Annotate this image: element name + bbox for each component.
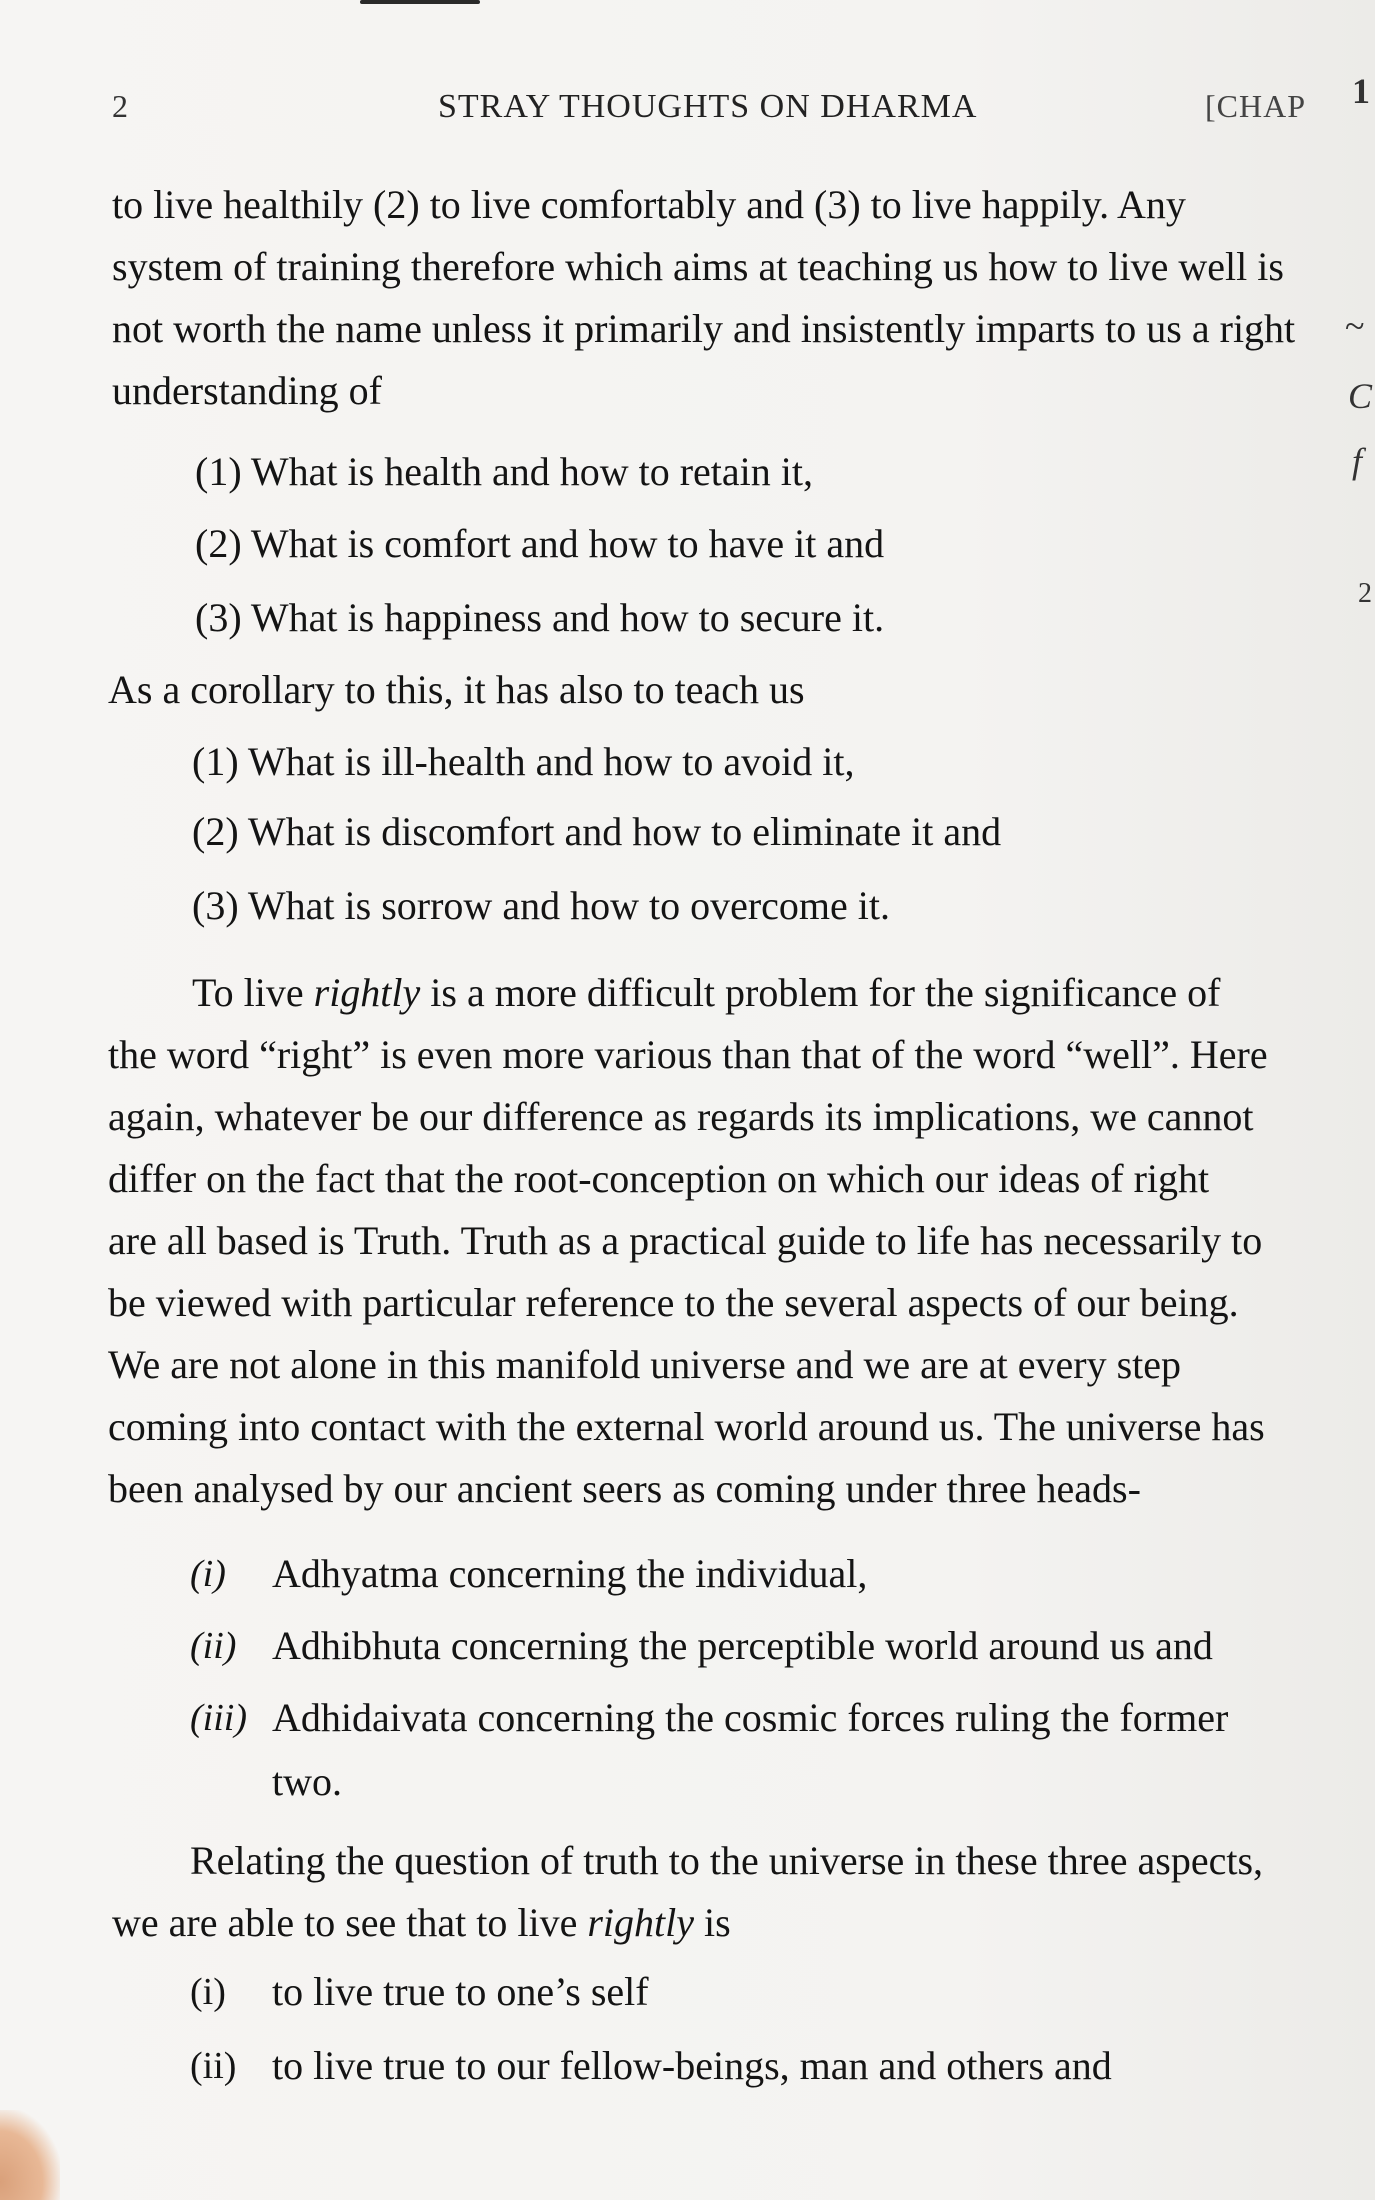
- text-line: We are not alone in this manifold universe and we are at every step: [108, 1342, 1182, 1387]
- truth-number: (ii): [190, 2045, 237, 2087]
- text-line: differ on the fact that the root-conception on which our ideas of right: [108, 1156, 1210, 1201]
- intro-paragraph: [112, 174, 1295, 422]
- list-item: (1) What is ill-health and how to avoid it,: [192, 739, 855, 784]
- text-run: we are able to see that to live: [112, 1900, 588, 1945]
- list-item: (2) What is discomfort and how to eliminate it and: [192, 809, 1002, 854]
- truth-text: to live true to our fellow-beings, man and others and: [272, 2043, 1112, 2088]
- edge-mark: 1: [1352, 71, 1370, 111]
- text-line: [112, 1892, 1263, 1954]
- rightly-paragraph: [108, 962, 1268, 1520]
- thumb-shadow: [0, 2110, 60, 2200]
- text-line: the word “right” is even more various than that of the word “well”. Here: [108, 1032, 1268, 1077]
- page-number: 2: [112, 88, 128, 124]
- head-text: Adhidaivata concerning the cosmic forces ruling the former: [272, 1695, 1229, 1740]
- head-number: (i): [190, 1553, 226, 1595]
- text-run: To live: [192, 970, 314, 1015]
- text-line: system of training therefore which aims at teaching us how to live well is: [112, 244, 1284, 289]
- head-text-continuation: two.: [272, 1759, 342, 1804]
- truth-text: to live true to one’s self: [272, 1969, 649, 2014]
- page-top-edge: [360, 0, 480, 4]
- edge-mark: C: [1348, 376, 1373, 416]
- text-line: been analysed by our ancient seers as coming under three heads-: [108, 1466, 1141, 1511]
- truth-number: (i): [190, 1971, 226, 2013]
- head-number: (iii): [190, 1697, 247, 1739]
- head-text: Adhibhuta concerning the perceptible world around us and: [272, 1623, 1213, 1668]
- text-line: are all based is Truth. Truth as a practical guide to life has necessarily to: [108, 1218, 1263, 1263]
- text-line: understanding of: [112, 368, 382, 413]
- edge-mark: ~: [1345, 306, 1365, 346]
- emphasis: rightly: [587, 1900, 695, 1945]
- page-header: [0, 88, 1375, 138]
- running-title: STRAY THOUGHTS ON DHARMA: [438, 88, 978, 125]
- text-line: be viewed with particular reference to the several aspects of our being.: [108, 1280, 1239, 1325]
- head-text: Adhyatma concerning the individual,: [272, 1551, 868, 1596]
- edge-mark: 2: [1358, 578, 1372, 609]
- list-item: (2) What is comfort and how to have it and: [195, 521, 885, 566]
- chapter-marker: [CHAP: [1205, 88, 1307, 124]
- text-run: is a more difficult problem for the significance of: [420, 970, 1221, 1015]
- list-item: (3) What is sorrow and how to overcome it.: [192, 883, 890, 928]
- list-item: (1) What is health and how to retain it,: [195, 449, 813, 494]
- emphasis: rightly: [313, 970, 421, 1015]
- text-line: not worth the name unless it primarily and insistently imparts to us a right: [112, 306, 1296, 351]
- list-item: (3) What is happiness and how to secure it.: [195, 595, 885, 640]
- edge-mark: f: [1352, 441, 1363, 481]
- text-line: [108, 962, 1268, 1024]
- text-run: is: [694, 1900, 731, 1945]
- head-number: (ii): [190, 1625, 237, 1667]
- relating-paragraph: [112, 1830, 1263, 1954]
- text-line: Relating the question of truth to the universe in these three aspects,: [190, 1838, 1264, 1883]
- text-line: to live healthily (2) to live comfortably and (3) to live happily. Any: [112, 182, 1186, 227]
- corollary-line: As a corollary to this, it has also to teach us: [108, 667, 805, 712]
- text-line: again, whatever be our difference as regards its implications, we cannot: [108, 1094, 1254, 1139]
- text-line: coming into contact with the external world around us. The universe has: [108, 1404, 1265, 1449]
